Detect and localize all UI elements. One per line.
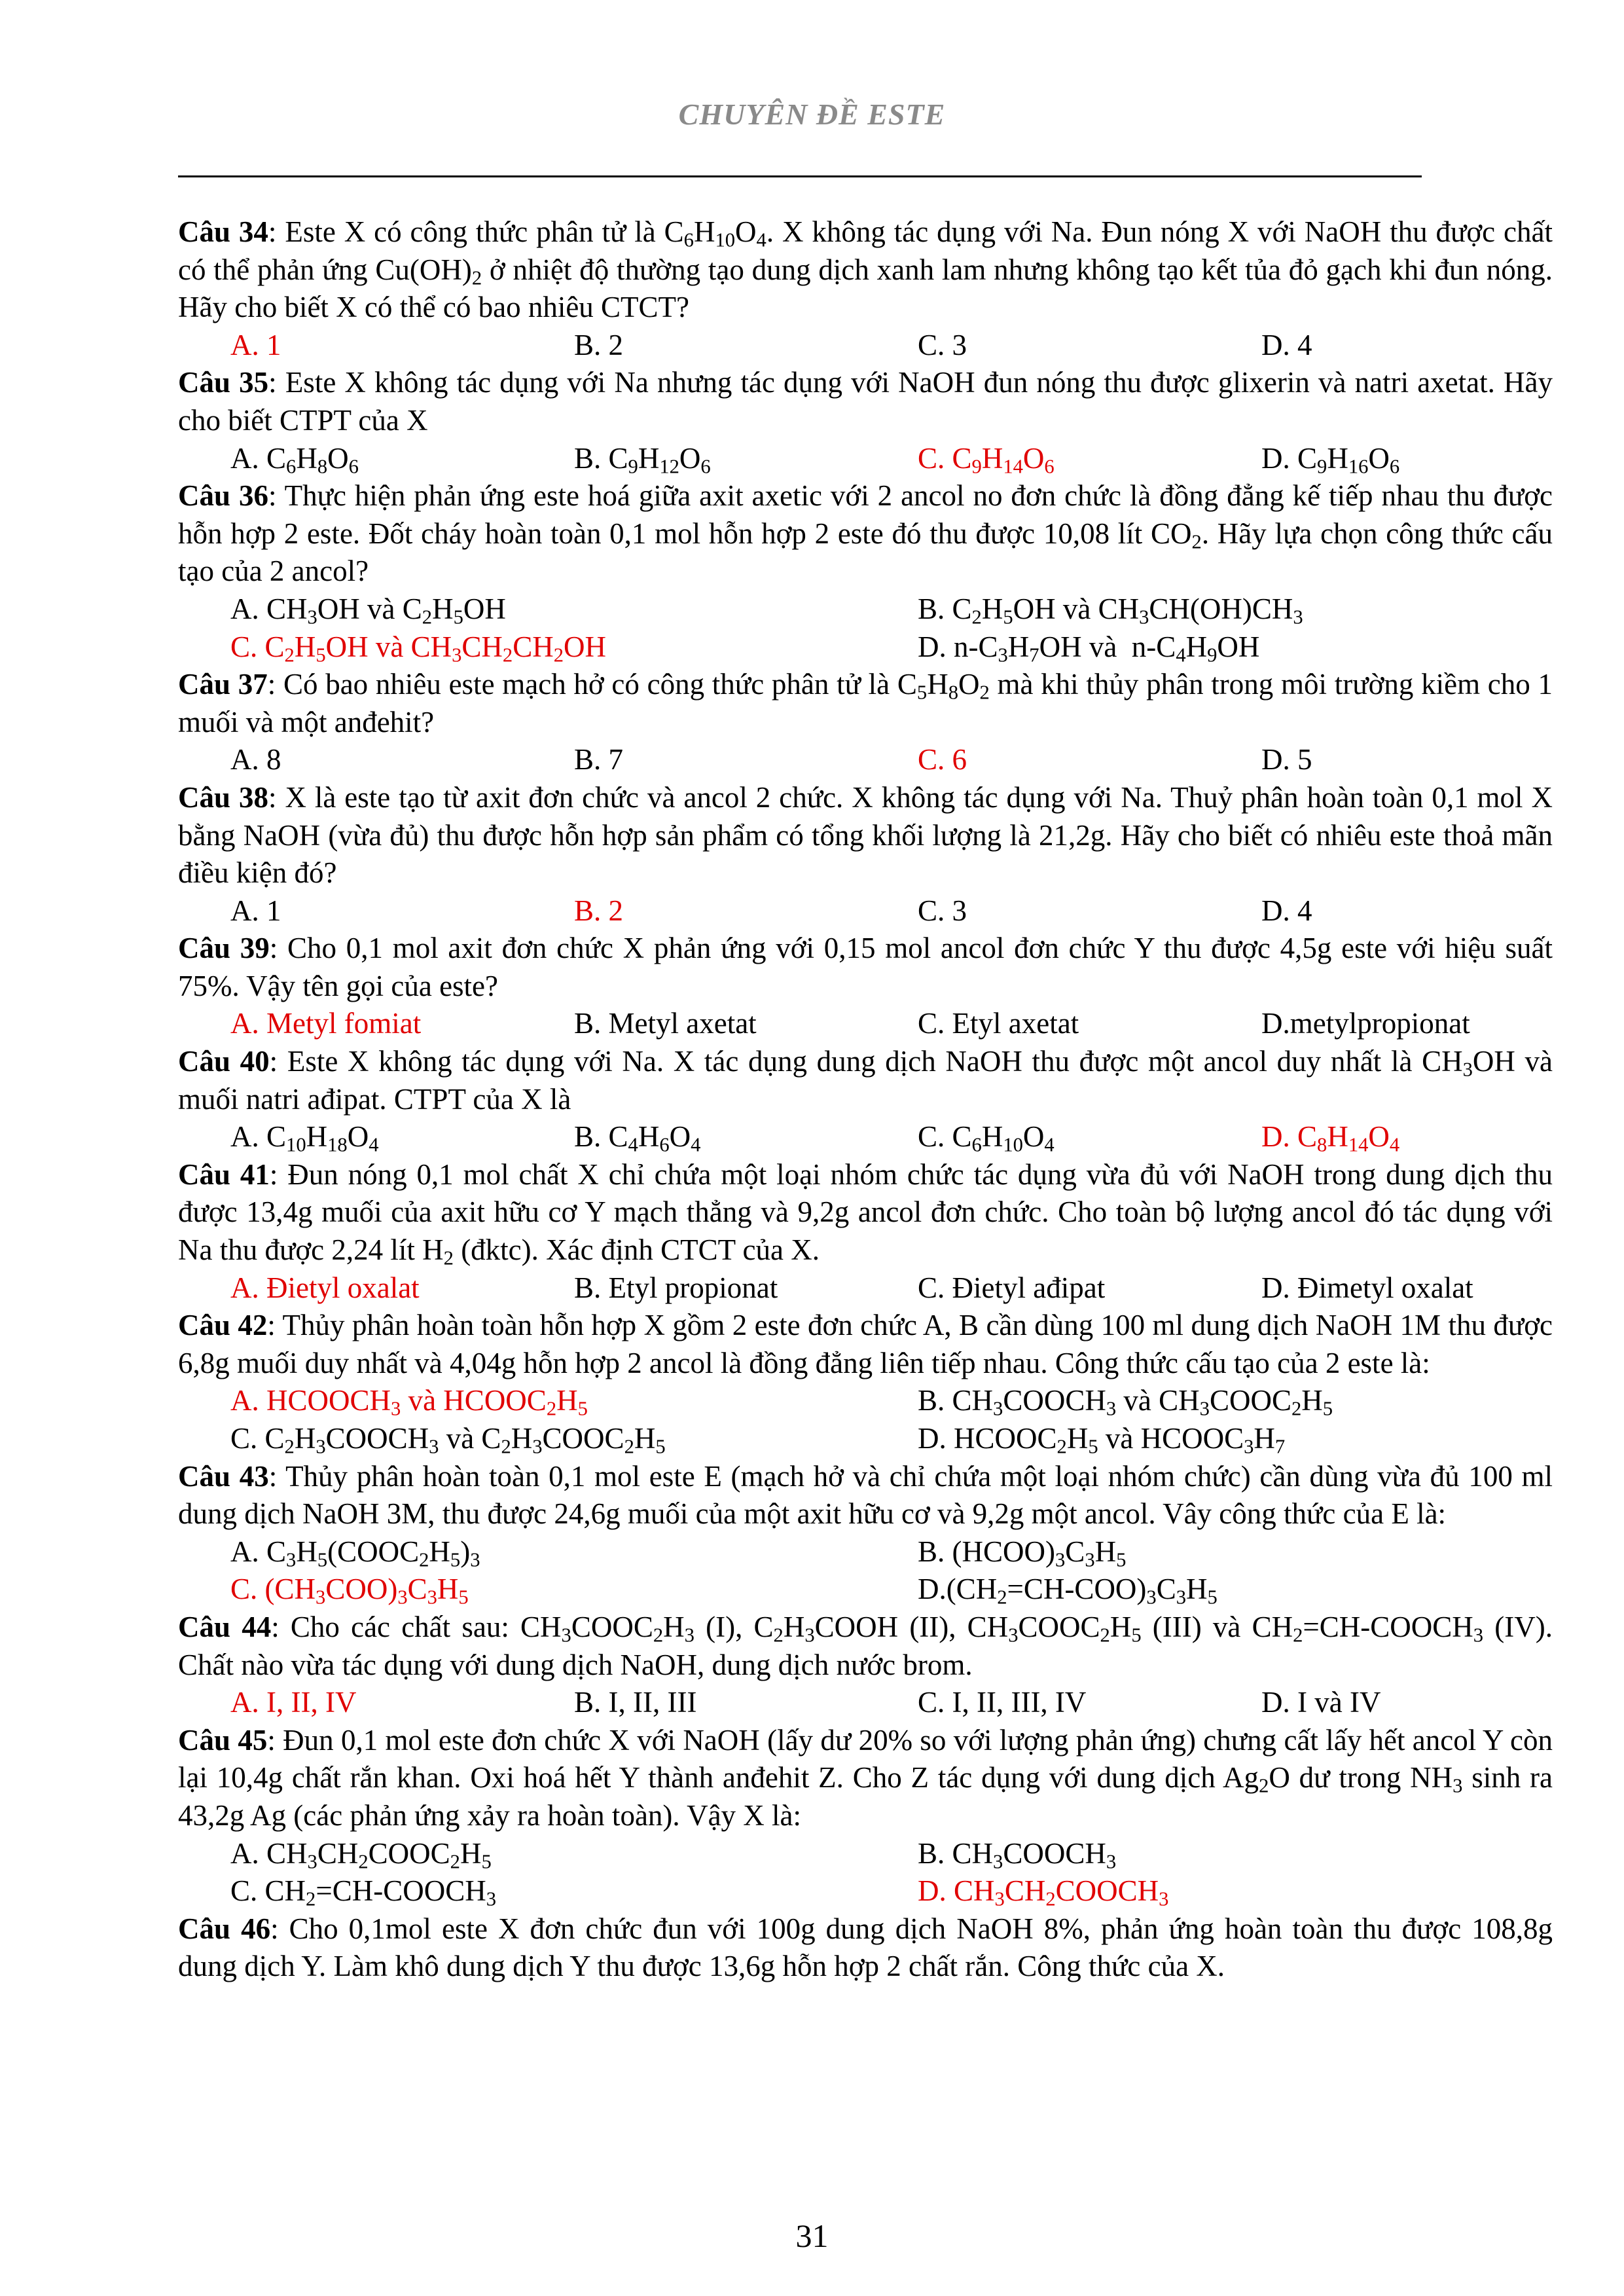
question-label: Câu 39 [178, 932, 270, 965]
option-c[interactable]: C. 3 [918, 894, 967, 927]
question-label: Câu 42 [178, 1309, 268, 1342]
question-label: Câu 36 [178, 479, 268, 513]
question-34: Câu 34: Este X có công thức phân tử là $C_6H_{10}O_4$. X không tác dụng với Na. Đun nóng X với NaOH thu được chất có thể phản ứng $Cu(OH)_2$ ở nhiệt độ thường tạo dung dịch xanh lam nhưng không tạo kết tủa đỏ gạch khi đun nóng. Hãy cho biết X có thể có bao nhiêu CTCT? [178, 215, 1553, 324]
option-a[interactable]: A. $C_6H_8O_6$ [230, 441, 359, 478]
option-d[interactable]: D. $HCOOC_2H_5$ và $HCOOC_3H_7$ [918, 1422, 1286, 1458]
question-text: Thủy phân hoàn toàn 0,1 mol este E (mạch hở và chỉ chứa một loại nhóm chức) cần dùng vừa đủ 100 ml dung dịch NaOH 3M, thu được 24,6g muối của một axit hữu cơ và 9,2g một ancol. Vây công thức của E là: [178, 1459, 1553, 1531]
question-label: Câu 38 [178, 780, 268, 814]
option-c[interactable]: C. $C_9H_{14}O_6$ [918, 441, 1055, 478]
question-45: Câu 45: Đun 0,1 mol este đơn chức X với NaOH (lấy dư 20% so với lượng phản ứng) chưng cất lấy hết ancol Y còn lại 10,4g chất rắn khan. Oxi hoá hết Y thành anđehit Z. Cho Z tác dụng với dung dịch $Ag_2O$ dư trong $NH_3$ sinh ra 43,2g Ag (các phản ứng xảy ra hoàn toàn). Vậy X là: [178, 1723, 1553, 1832]
option-d[interactable]: D. $C_8H_{14}O_4$ [1261, 1120, 1400, 1156]
option-d[interactable]: D. I và IV [1261, 1686, 1381, 1719]
option-d[interactable]: D. $n-C_3H_7OH$ và $n-C_4H_9OH$ [918, 630, 1260, 666]
question-label: Câu 35 [178, 366, 269, 399]
option-b[interactable]: B. $CH_3COOCH_3$ [918, 1836, 1117, 1873]
question-text: Thủy phân hoàn toàn hỗn hợp X gồm 2 este đơn chức A, B cần dùng 100 ml dung dịch NaOH 1M thu được 6,8g muối duy nhất và 4,04g hỗn hợp 2 ancol là đồng đẳng liên tiếp nhau. Công thức cấu tạo của 2 este là: [178, 1309, 1553, 1379]
option-a[interactable]: A. $CH_3OH$ và $C_2H_5OH$ [230, 592, 506, 629]
question-text: Có bao nhiêu este mạch hở có công thức phân tử là $C_5H_8O_2$ mà khi thủy phân trong môi trường kiềm cho 1 muối và một anđehit? [178, 668, 1553, 738]
question-44: Câu 44: Cho các chất sau: $CH_3COOC_2H_3$ (I), $C_2H_3COOH$ (II), $CH_3COOC_2H_5$ (III) và $CH_2=CH-COOCH_3$ (IV). Chất nào vừa tác dụng với dung dịch NaOH, dung dịch nước brom. [178, 1610, 1553, 1681]
question-label: Câu 34 [178, 215, 268, 248]
option-b[interactable]: B. Etyl propionat [574, 1271, 778, 1304]
question-text: Thực hiện phản ứng este hoá giữa axit axetic với 2 ancol no đơn chức là đồng đẳng kế tiếp nhau thu được hỗn hợp 2 este. Đốt cháy hoàn toàn 0,1 mol hỗn hợp 2 este đó thu được 10,08 lít $CO_2$. Hãy lựa chọn công thức cấu tạo của 2 ancol? [178, 479, 1553, 588]
question-46: Câu 46: Cho 0,1mol este X đơn chức đun với 100g dung dịch NaOH 8%, phản ứng hoàn toàn thu được 108,8g dung dịch Y. Làm khô dung dịch Y thu được 13,6g hỗn hợp 2 chất rắn. Công thức của X. [178, 1912, 1553, 1983]
options-34 [178, 327, 1553, 365]
options-36 [178, 591, 1553, 666]
option-b[interactable]: B. $C_9H_{12}O_6$ [574, 441, 711, 478]
question-40: Câu 40: Este X không tác dụng với Na. X tác dụng dung dịch NaOH thu được một ancol duy nhất là $CH_3OH$ và muối natri ađipat. CTPT của X là [178, 1045, 1553, 1116]
question-text: Cho 0,1mol este X đơn chức đun với 100g dung dịch NaOH 8%, phản ứng hoàn toàn thu được 108,8g dung dịch Y. Làm khô dung dịch Y thu được 13,6g hỗn hợp 2 chất rắn. Công thức của X. [178, 1912, 1553, 1983]
option-d[interactable]: D. $C_9H_{16}O_6$ [1261, 441, 1400, 478]
option-b[interactable]: B. $CH_3COOCH_3$ và $CH_3COOC_2H_5$ [918, 1384, 1333, 1421]
option-a[interactable]: A. $HCOOCH_3$ và $HCOOC_2H_5$ [230, 1384, 588, 1421]
option-b[interactable]: B. 7 [574, 743, 624, 776]
page-number: 31 [795, 2217, 829, 2254]
option-c[interactable]: C. 6 [918, 743, 967, 776]
option-a[interactable]: A. 8 [230, 743, 281, 776]
options-44 [178, 1684, 1553, 1722]
option-a[interactable]: A. $CH_3CH_2COOC_2H_5$ [230, 1836, 492, 1873]
question-text: Đun 0,1 mol este đơn chức X với NaOH (lấy dư 20% so với lượng phản ứng) chưng cất lấy hết ancol Y còn lại 10,4g chất rắn khan. Oxi hoá hết Y thành anđehit Z. Cho Z tác dụng với dung dịch $Ag_2O$ dư trong $NH_3$ sinh ra 43,2g Ag (các phản ứng xảy ra hoàn toàn). Vậy X là: [178, 1723, 1553, 1832]
option-b[interactable]: B. 2 [574, 894, 624, 927]
options-37 [178, 741, 1553, 779]
option-b[interactable]: B. $(HCOO)_3C_3H_5$ [918, 1535, 1127, 1571]
option-b[interactable]: B. $C_4H_6O_4$ [574, 1120, 701, 1156]
options-35 [178, 440, 1553, 478]
question-text: Este X không tác dụng với Na nhưng tác dụng với NaOH đun nóng thu được glixerin và natri axetat. Hãy cho biết CTPT của X [178, 366, 1553, 437]
question-39: Câu 39: Cho 0,1 mol axit đơn chức X phản ứng với 0,15 mol ancol đơn chức Y thu được 4,5g este với hiệu suất 75%. Vậy tên gọi của este? [178, 932, 1553, 1002]
question-38: Câu 38: X là este tạo từ axit đơn chức và ancol 2 chức. X không tác dụng với Na. Thuỷ phân hoàn toàn 0,1 mol X bằng NaOH (vừa đủ) thu được hỗn hợp sản phẩm có tổng khối lượng là 21,2g. Hãy cho biết có nhiêu este thoả mãn điều kiện đó? [178, 780, 1553, 890]
option-b[interactable]: B. $C_2H_5OH$ và $CH_3CH(OH)CH_3$ [918, 592, 1303, 629]
options-42 [178, 1382, 1553, 1457]
question-text: Cho các chất sau: $CH_3COOC_2H_3$ (I), $C_2H_3COOH$ (II), $CH_3COOC_2H_5$ (III) và $CH_2=CH-COOCH_3$ (IV). Chất nào vừa tác dụng với dung dịch NaOH, dung dịch nước brom. [178, 1610, 1553, 1681]
option-c[interactable]: C. $C_6H_{10}O_4$ [918, 1120, 1055, 1156]
option-d[interactable]: D. $CH_3CH_2COOCH_3$ [918, 1874, 1169, 1910]
question-label: Câu 40 [178, 1045, 270, 1078]
question-37: Câu 37: Có bao nhiêu este mạch hở có công thức phân tử là $C_5H_8O_2$ mà khi thủy phân trong môi trường kiềm cho 1 muối và một anđehit? [178, 668, 1553, 738]
question-42: Câu 42: Thủy phân hoàn toàn hỗn hợp X gồm 2 este đơn chức A, B cần dùng 100 ml dung dịch NaOH 1M thu được 6,8g muối duy nhất và 4,04g hỗn hợp 2 ancol là đồng đẳng liên tiếp nhau. Công thức cấu tạo của 2 este là: [178, 1309, 1553, 1379]
question-text: Đun nóng 0,1 mol chất X chỉ chứa một loại nhóm chức tác dụng vừa đủ với NaOH trong dung dịch thu được 13,4g muối của axit hữu cơ Y mạch thẳng và 9,2g ancol đơn chức. Cho toàn bộ lượng ancol đó tác dụng với Na thu được 2,24 lít $H_2$ (đktc). Xác định CTCT của X. [178, 1157, 1553, 1269]
option-d[interactable]: D. 4 [1261, 328, 1312, 361]
options-41 [178, 1269, 1553, 1307]
question-label: Câu 44 [178, 1610, 272, 1643]
option-a[interactable]: A. Đietyl oxalat [230, 1271, 420, 1304]
option-c[interactable]: C. 3 [918, 328, 967, 361]
option-d[interactable]: D. 5 [1261, 743, 1312, 776]
options-43 [178, 1533, 1553, 1609]
question-label: Câu 45 [178, 1723, 268, 1757]
question-label: Câu 37 [178, 668, 268, 701]
options-39 [178, 1005, 1553, 1043]
option-d[interactable]: $D.(CH_2=CH-COO)_3C_3H_5$ [918, 1573, 1218, 1609]
option-a[interactable]: A. $C_3H_5(COOC_2H_5)_3$ [230, 1535, 480, 1571]
question-36: Câu 36: Thực hiện phản ứng este hoá giữa axit axetic với 2 ancol no đơn chức là đồng đẳng kế tiếp nhau thu được hỗn hợp 2 este. Đốt cháy hoàn toàn 0,1 mol hỗn hợp 2 este đó thu được 10,08 lít $CO_2$. Hãy lựa chọn công thức cấu tạo của 2 ancol? [178, 479, 1553, 588]
option-a[interactable]: A. 1 [230, 894, 281, 927]
option-d[interactable]: D. Đimetyl oxalat [1261, 1271, 1473, 1304]
option-b[interactable]: B. 2 [574, 328, 624, 361]
header-rule [178, 175, 1422, 177]
option-b[interactable]: B. I, II, III [574, 1686, 697, 1719]
page-header: CHUYÊN ĐỀ ESTE [678, 98, 946, 131]
option-a[interactable]: A. Metyl fomiat [230, 1007, 422, 1040]
question-label: Câu 43 [178, 1459, 269, 1493]
option-c[interactable]: C. $CH_2=CH-COOCH_3$ [230, 1874, 497, 1910]
question-list [178, 213, 1553, 1986]
option-c[interactable]: C. $(CH_3COO)_3C_3H_5$ [230, 1573, 469, 1609]
options-38 [178, 892, 1553, 930]
options-40 [178, 1118, 1553, 1156]
option-a[interactable]: A. 1 [230, 328, 281, 361]
option-c[interactable]: C. $C_2H_5OH$ và $CH_3CH_2CH_2OH$ [230, 630, 607, 666]
question-text: Este X không tác dụng với Na. X tác dụng dung dịch NaOH thu được một ancol duy nhất là $CH_3OH$ và muối natri ađipat. CTPT của X là [178, 1045, 1553, 1116]
question-43: Câu 43: Thủy phân hoàn toàn 0,1 mol este E (mạch hở và chỉ chứa một loại nhóm chức) cần dùng vừa đủ 100 ml dung dịch NaOH 3M, thu được 24,6g muối của một axit hữu cơ và 9,2g một ancol. Vây công thức của E là: [178, 1459, 1553, 1531]
option-c[interactable]: C. Đietyl ađipat [918, 1271, 1106, 1304]
question-text: Este X có công thức phân tử là $C_6H_{10}O_4$. X không tác dụng với Na. Đun nóng X với NaOH thu được chất có thể phản ứng $Cu(OH)_2$ ở nhiệt độ thường tạo dung dịch xanh lam nhưng không tạo kết tủa đỏ gạch khi đun nóng. Hãy cho biết X có thể có bao nhiêu CTCT? [178, 215, 1553, 324]
option-b[interactable]: B. Metyl axetat [574, 1007, 757, 1040]
question-label: Câu 46 [178, 1912, 271, 1945]
question-label: Câu 41 [178, 1157, 270, 1191]
options-45 [178, 1835, 1553, 1910]
option-d[interactable]: D. 4 [1261, 894, 1312, 927]
option-c[interactable]: C. $C_2H_3COOCH_3$ và $C_2H_3COOC_2H_5$ [230, 1422, 666, 1458]
option-a[interactable]: A. $C_{10}H_{18}O_4$ [230, 1120, 379, 1156]
option-d[interactable]: D.metylpropionat [1261, 1007, 1470, 1040]
option-c[interactable]: C. I, II, III, IV [918, 1686, 1087, 1719]
option-c[interactable]: C. Etyl axetat [918, 1007, 1079, 1040]
question-text: X là este tạo từ axit đơn chức và ancol 2 chức. X không tác dụng với Na. Thuỷ phân hoàn toàn 0,1 mol X bằng NaOH (vừa đủ) thu được hỗn hợp sản phẩm có tổng khối lượng là 21,2g. Hãy cho biết có nhiêu este thoả mãn điều kiện đó? [178, 780, 1553, 890]
option-a[interactable]: A. I, II, IV [230, 1686, 357, 1719]
question-35: Câu 35: Este X không tác dụng với Na nhưng tác dụng với NaOH đun nóng thu được glixerin và natri axetat. Hãy cho biết CTPT của X [178, 366, 1553, 437]
question-41: Câu 41: Đun nóng 0,1 mol chất X chỉ chứa một loại nhóm chức tác dụng vừa đủ với NaOH trong dung dịch thu được 13,4g muối của axit hữu cơ Y mạch thẳng và 9,2g ancol đơn chức. Cho toàn bộ lượng ancol đó tác dụng với Na thu được 2,24 lít $H_2$ (đktc). Xác định CTCT của X. [178, 1157, 1553, 1269]
question-text: Cho 0,1 mol axit đơn chức X phản ứng với 0,15 mol ancol đơn chức Y thu được 4,5g este với hiệu suất 75%. Vậy tên gọi của este? [178, 932, 1553, 1002]
